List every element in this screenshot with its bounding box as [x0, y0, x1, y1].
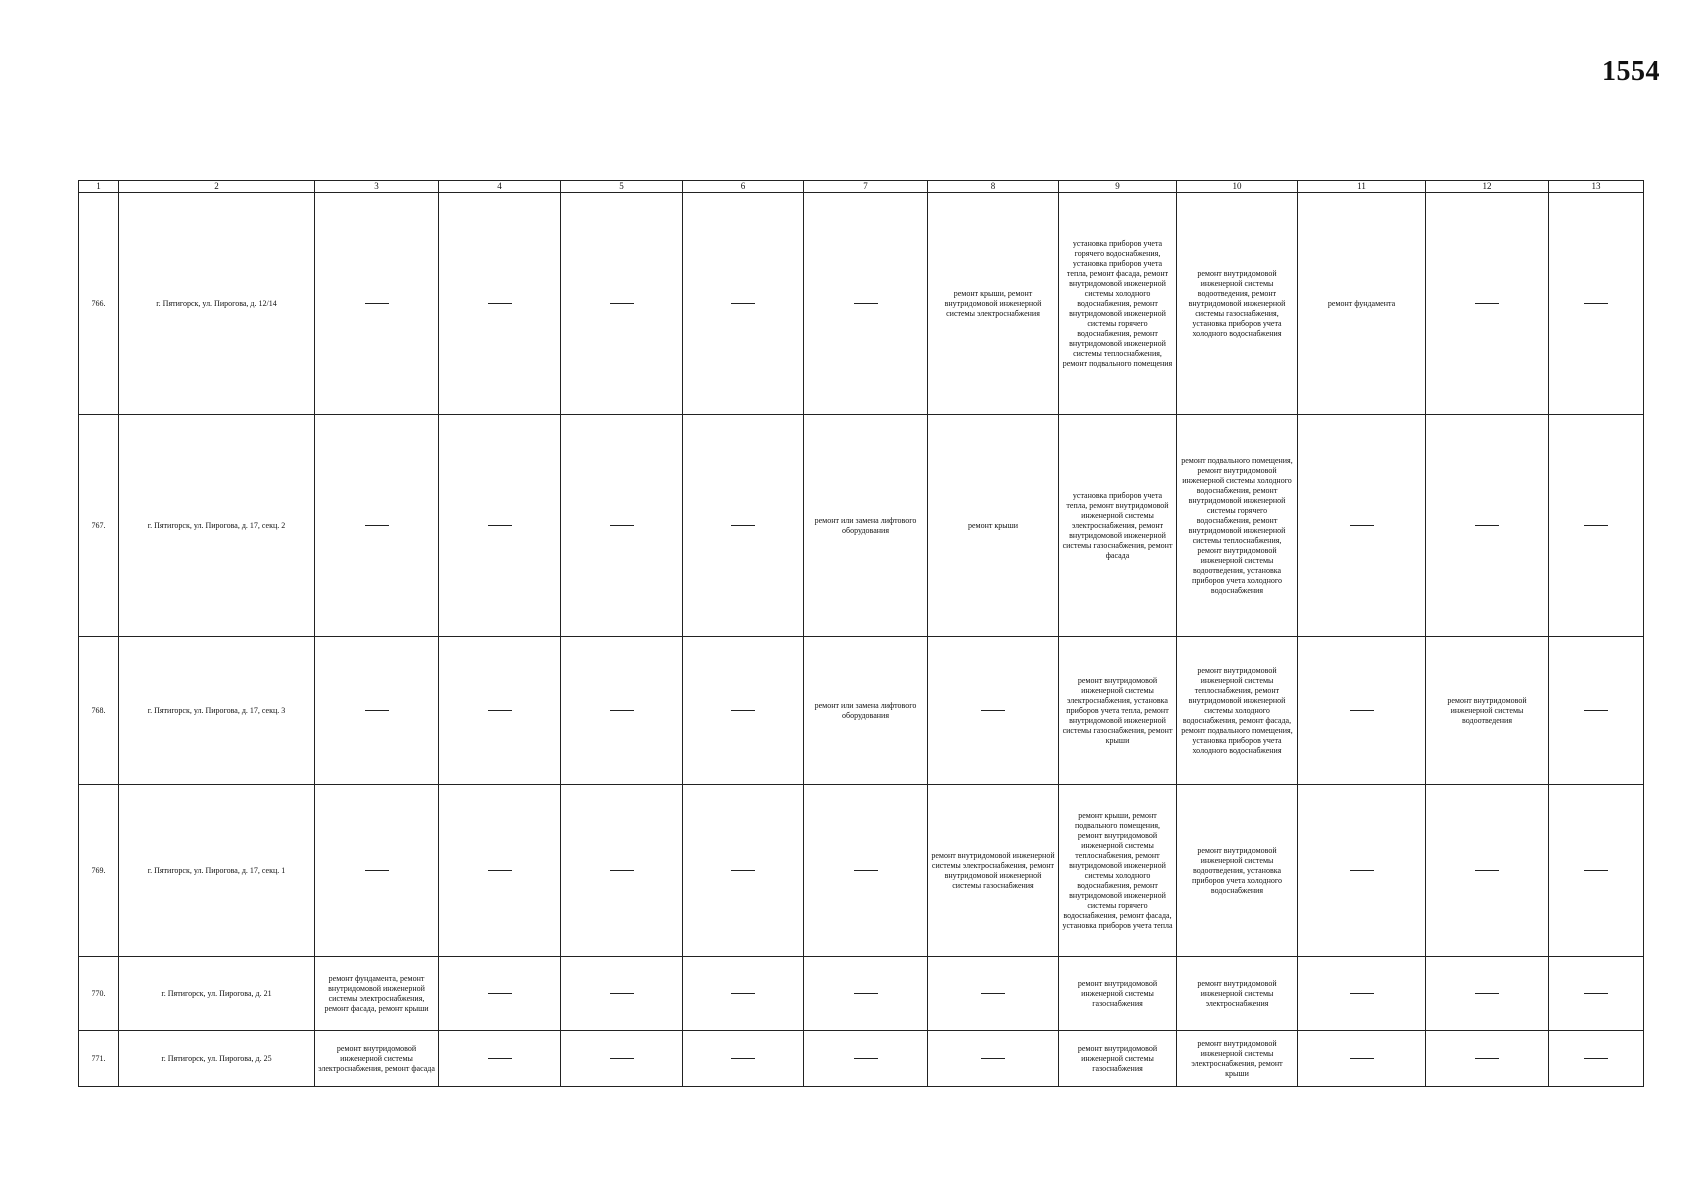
- dash-mark: [731, 870, 755, 871]
- row-number-cell: 768.: [79, 637, 119, 785]
- work-type-text: ремонт внутридомовой инженерной системы электроснабжения, ремонт внутридомовой инженерной системы газоснабжения: [931, 850, 1055, 890]
- work-type-text: ремонт крыши, ремонт внутридомовой инженерной системы электроснабжения: [944, 288, 1042, 318]
- empty-dash-cell: [683, 415, 804, 637]
- work-type-text: ремонт внутридомовой инженерной системы газоснабжения: [1077, 978, 1158, 1008]
- empty-dash-cell: [315, 415, 439, 637]
- column-header: 2: [119, 181, 315, 193]
- dash-mark: [731, 525, 755, 526]
- column-header: 13: [1549, 181, 1644, 193]
- address-cell: г. Пятигорск, ул. Пирогова, д. 17, секц. 1: [119, 785, 315, 957]
- work-type-text: ремонт внутридомовой инженерной системы газоснабжения: [1077, 1043, 1158, 1073]
- row-number-cell: 771.: [79, 1031, 119, 1087]
- dash-mark: [365, 525, 389, 526]
- empty-dash-cell: [1426, 1031, 1549, 1087]
- empty-dash-cell: [804, 957, 928, 1031]
- column-header: 6: [683, 181, 804, 193]
- dash-mark: [1475, 993, 1499, 994]
- work-type-cell: [804, 637, 928, 785]
- empty-dash-cell: [1298, 637, 1426, 785]
- empty-dash-cell: [1298, 957, 1426, 1031]
- empty-dash-cell: [315, 785, 439, 957]
- table-row: [79, 193, 1644, 415]
- dash-mark: [610, 870, 634, 871]
- empty-dash-cell: [439, 193, 561, 415]
- work-type-text: ремонт крыши, ремонт подвального помещения, ремонт внутридомовой инженерной системы теплоснабжения, ремонт внутридомовой инженерной системы холодного водоснабжения, ремонт внутридомовой инженерной системы горячего водоснабжения, ремонт фасада, установка приборов учета тепла: [1062, 810, 1173, 930]
- work-type-text: ремонт внутридомовой инженерной системы электроснабжения, установка приборов учета тепла, ремонт внутридомовой инженерной системы газоснабжения, ремонт крыши: [1062, 675, 1173, 745]
- work-type-cell: [1298, 193, 1426, 415]
- empty-dash-cell: [561, 415, 683, 637]
- dash-mark: [981, 1058, 1005, 1059]
- work-type-text: ремонт внутридомовой инженерной системы водоотведения, установка приборов учета холодного водоснабжения: [1192, 845, 1282, 895]
- empty-dash-cell: [683, 1031, 804, 1087]
- table-row: [79, 785, 1644, 957]
- work-type-text: ремонт или замена лифтового оборудования: [814, 515, 917, 535]
- dash-mark: [365, 870, 389, 871]
- empty-dash-cell: [683, 637, 804, 785]
- work-type-text: ремонт подвального помещения, ремонт внутридомовой инженерной системы холодного водоснабжения, ремонт внутридомовой инженерной системы горячего водоснабжения, ремонт внутридомовой инженерной системы теплоснабжения, ремонт внутридомовой инженерной системы водоотведения, установка приборов учета холодного водоснабжения: [1181, 455, 1293, 595]
- work-type-text: ремонт внутридомовой инженерной системы электроснабжения: [1197, 978, 1277, 1008]
- work-type-cell: [1426, 637, 1549, 785]
- column-header: 4: [439, 181, 561, 193]
- dash-mark: [1475, 870, 1499, 871]
- work-type-text: ремонт или замена лифтового оборудования: [814, 700, 917, 720]
- dash-mark: [854, 993, 878, 994]
- row-number-cell: 770.: [79, 957, 119, 1031]
- empty-dash-cell: [1549, 415, 1644, 637]
- dash-mark: [854, 870, 878, 871]
- dash-mark: [981, 993, 1005, 994]
- dash-mark: [1584, 993, 1608, 994]
- empty-dash-cell: [439, 957, 561, 1031]
- empty-dash-cell: [1549, 785, 1644, 957]
- dash-mark: [1350, 1058, 1374, 1059]
- column-header: 9: [1059, 181, 1177, 193]
- table-row: [79, 415, 1644, 637]
- empty-dash-cell: [1426, 193, 1549, 415]
- empty-dash-cell: [1549, 957, 1644, 1031]
- empty-dash-cell: [804, 193, 928, 415]
- work-type-text: ремонт фундамента: [1327, 298, 1396, 308]
- work-type-cell: [1059, 957, 1177, 1031]
- empty-dash-cell: [928, 637, 1059, 785]
- address-cell: г. Пятигорск, ул. Пирогова, д. 12/14: [119, 193, 315, 415]
- page-number: 1554: [1602, 56, 1660, 87]
- empty-dash-cell: [1298, 785, 1426, 957]
- empty-dash-cell: [561, 193, 683, 415]
- dash-mark: [1584, 1058, 1608, 1059]
- dash-mark: [1584, 525, 1608, 526]
- dash-mark: [731, 303, 755, 304]
- empty-dash-cell: [1426, 415, 1549, 637]
- empty-dash-cell: [561, 957, 683, 1031]
- empty-dash-cell: [315, 193, 439, 415]
- work-type-cell: [315, 1031, 439, 1087]
- empty-dash-cell: [561, 785, 683, 957]
- empty-dash-cell: [1549, 193, 1644, 415]
- dash-mark: [981, 710, 1005, 711]
- address-cell: г. Пятигорск, ул. Пирогова, д. 21: [119, 957, 315, 1031]
- empty-dash-cell: [683, 193, 804, 415]
- work-type-cell: [1177, 637, 1298, 785]
- work-type-text: ремонт внутридомовой инженерной системы водоотведения: [1447, 695, 1527, 725]
- work-type-cell: [804, 415, 928, 637]
- column-header: 10: [1177, 181, 1298, 193]
- column-number-header-row: [79, 181, 1644, 193]
- dash-mark: [1475, 303, 1499, 304]
- work-type-cell: [1059, 193, 1177, 415]
- empty-dash-cell: [928, 1031, 1059, 1087]
- work-type-cell: [1177, 193, 1298, 415]
- column-header: 3: [315, 181, 439, 193]
- work-type-text: ремонт внутридомовой инженерной системы теплоснабжения, ремонт внутридомовой инженерной системы холодного водоснабжения, ремонт фасада, ремонт подвального помещения, установка приборов учета холодного водоснабжения: [1181, 665, 1293, 755]
- dash-mark: [365, 303, 389, 304]
- dash-mark: [610, 710, 634, 711]
- work-type-text: ремонт крыши: [967, 520, 1019, 530]
- empty-dash-cell: [1298, 1031, 1426, 1087]
- dash-mark: [488, 993, 512, 994]
- dash-mark: [1584, 710, 1608, 711]
- dash-mark: [1584, 303, 1608, 304]
- empty-dash-cell: [1298, 415, 1426, 637]
- empty-dash-cell: [683, 957, 804, 1031]
- repair-register-table: [78, 180, 1644, 1087]
- work-type-cell: [1177, 415, 1298, 637]
- dash-mark: [1475, 1058, 1499, 1059]
- dash-mark: [488, 303, 512, 304]
- address-cell: г. Пятигорск, ул. Пирогова, д. 17, секц. 3: [119, 637, 315, 785]
- row-number-cell: 767.: [79, 415, 119, 637]
- empty-dash-cell: [561, 637, 683, 785]
- work-type-cell: [1059, 637, 1177, 785]
- empty-dash-cell: [439, 785, 561, 957]
- dash-mark: [610, 303, 634, 304]
- column-header: 7: [804, 181, 928, 193]
- dash-mark: [731, 1058, 755, 1059]
- column-header: 12: [1426, 181, 1549, 193]
- table-body: [79, 181, 1644, 1087]
- dash-mark: [488, 525, 512, 526]
- empty-dash-cell: [683, 785, 804, 957]
- dash-mark: [854, 303, 878, 304]
- dash-mark: [1350, 870, 1374, 871]
- work-type-text: ремонт внутридомовой инженерной системы электроснабжения, ремонт крыши: [1191, 1038, 1283, 1078]
- empty-dash-cell: [315, 637, 439, 785]
- dash-mark: [1584, 870, 1608, 871]
- column-header: 1: [79, 181, 119, 193]
- dash-mark: [854, 1058, 878, 1059]
- column-header: 5: [561, 181, 683, 193]
- dash-mark: [1475, 525, 1499, 526]
- work-type-cell: [928, 193, 1059, 415]
- empty-dash-cell: [928, 957, 1059, 1031]
- dash-mark: [1350, 993, 1374, 994]
- empty-dash-cell: [1549, 1031, 1644, 1087]
- table-row: [79, 1031, 1644, 1087]
- address-cell: г. Пятигорск, ул. Пирогова, д. 25: [119, 1031, 315, 1087]
- address-cell: г. Пятигорск, ул. Пирогова, д. 17, секц. 2: [119, 415, 315, 637]
- dash-mark: [610, 1058, 634, 1059]
- work-type-cell: [1177, 957, 1298, 1031]
- work-type-cell: [928, 415, 1059, 637]
- dash-mark: [488, 710, 512, 711]
- empty-dash-cell: [1426, 785, 1549, 957]
- dash-mark: [1350, 525, 1374, 526]
- empty-dash-cell: [439, 637, 561, 785]
- work-type-cell: [928, 785, 1059, 957]
- work-type-text: ремонт внутридомовой инженерной системы водоотведения, ремонт внутридомовой инженерной системы газоснабжения, установка приборов учета холодного водоснабжения: [1188, 268, 1286, 338]
- dash-mark: [610, 993, 634, 994]
- work-type-cell: [315, 957, 439, 1031]
- work-type-text: ремонт фундамента, ремонт внутридомовой инженерной системы электроснабжения, ремонт фасада, ремонт крыши: [324, 973, 429, 1013]
- work-type-cell: [1177, 1031, 1298, 1087]
- table-row: [79, 957, 1644, 1031]
- dash-mark: [731, 710, 755, 711]
- work-type-cell: [1177, 785, 1298, 957]
- dash-mark: [365, 710, 389, 711]
- row-number-cell: 769.: [79, 785, 119, 957]
- row-number-cell: 766.: [79, 193, 119, 415]
- work-type-text: ремонт внутридомовой инженерной системы электроснабжения, ремонт фасада: [318, 1043, 435, 1073]
- dash-mark: [1350, 710, 1374, 711]
- work-type-cell: [1059, 1031, 1177, 1087]
- work-type-cell: [1059, 785, 1177, 957]
- table-row: [79, 637, 1644, 785]
- dash-mark: [731, 993, 755, 994]
- empty-dash-cell: [439, 415, 561, 637]
- work-type-text: установка приборов учета горячего водоснабжения, установка приборов учета тепла, ремонт фасада, ремонт внутридомовой инженерной системы холодного водоснабжения, ремонт внутридомовой инженерной системы горячего водоснабжения, ремонт внутридомовой инженерной системы теплоснабжения, ремонт подвального помещения: [1062, 238, 1173, 368]
- work-type-cell: [1059, 415, 1177, 637]
- empty-dash-cell: [804, 1031, 928, 1087]
- dash-mark: [488, 870, 512, 871]
- empty-dash-cell: [1426, 957, 1549, 1031]
- empty-dash-cell: [561, 1031, 683, 1087]
- empty-dash-cell: [1549, 637, 1644, 785]
- empty-dash-cell: [804, 785, 928, 957]
- dash-mark: [488, 1058, 512, 1059]
- column-header: 11: [1298, 181, 1426, 193]
- column-header: 8: [928, 181, 1059, 193]
- dash-mark: [610, 525, 634, 526]
- empty-dash-cell: [439, 1031, 561, 1087]
- work-type-text: установка приборов учета тепла, ремонт внутридомовой инженерной системы электроснабжения, ремонт внутридомовой инженерной системы газоснабжения, ремонт фасада: [1062, 490, 1173, 560]
